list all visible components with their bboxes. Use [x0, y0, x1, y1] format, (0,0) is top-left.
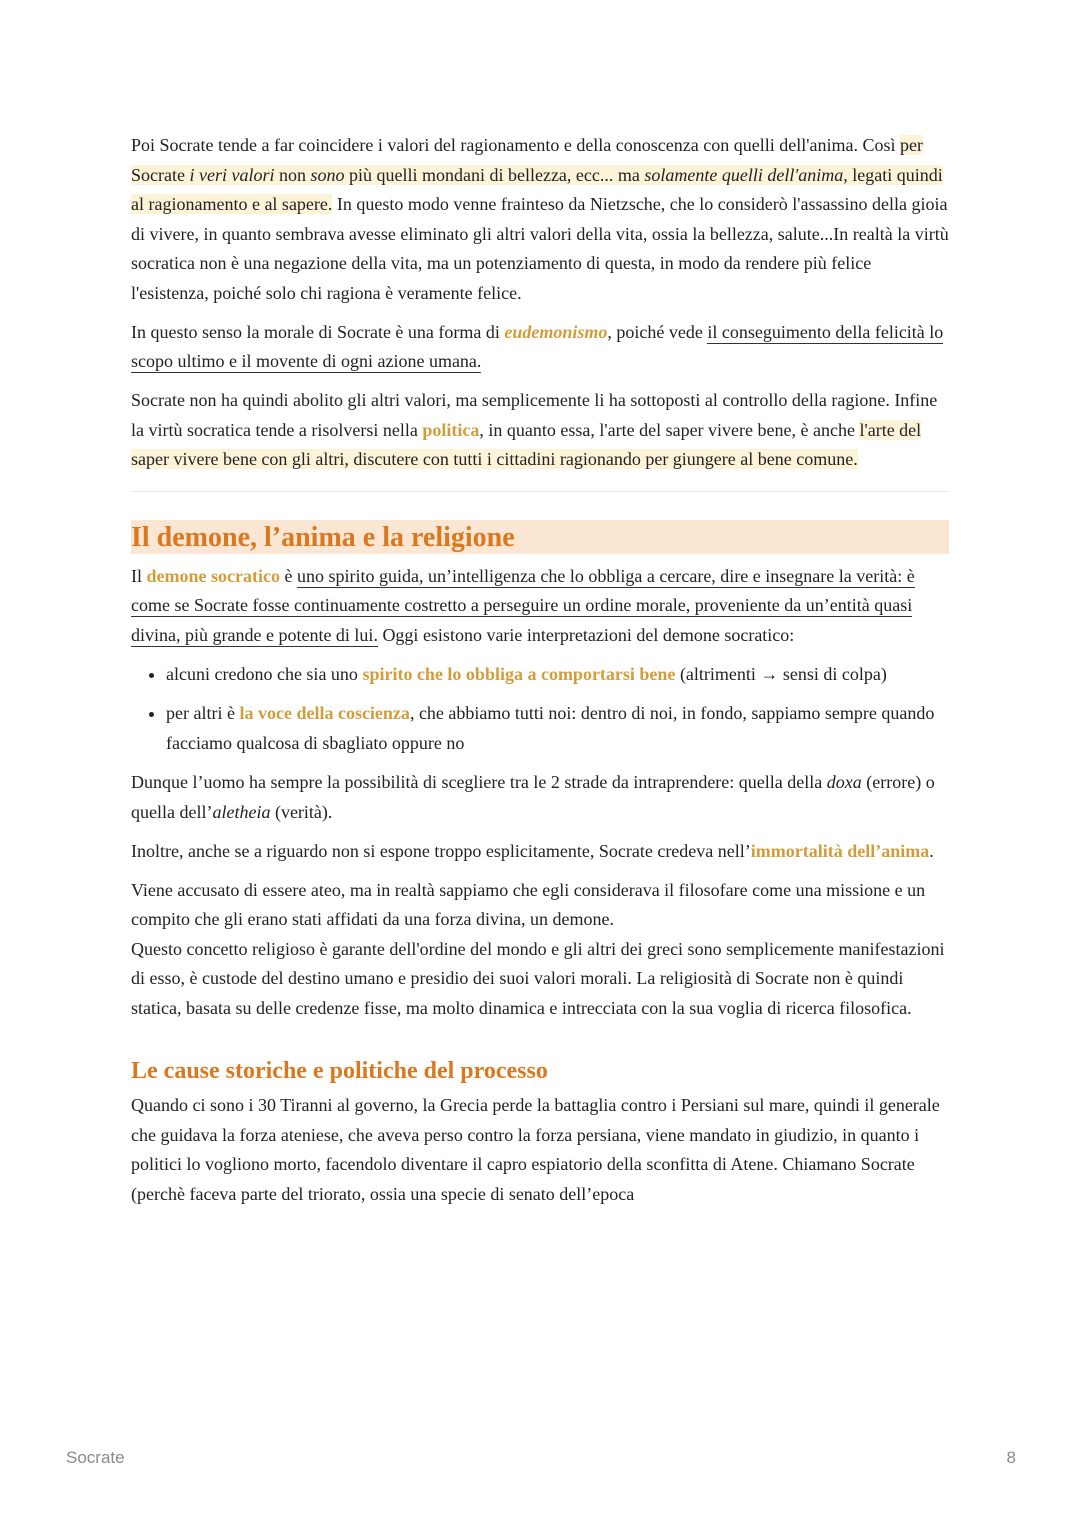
text: per altri è	[166, 703, 240, 723]
text: (verità).	[270, 801, 333, 822]
paragraph-8: Quando ci sono i 30 Tiranni al governo, la Grecia perde la battaglia contro i Persiani sul mare, quindi il generale che guidava la forza ateniese, che aveva perso contro la forza persiana, viene mandato in giudizio, in quanto i politici lo vogliono morto, facendolo diventare il capro espiatorio della sconfitta di Atene. Chiamano Socrate (perchè faceva parte del triorato, ossia una specie di senato dell’epoca	[131, 1095, 940, 1204]
keyword-demone: demone socratico	[146, 565, 280, 586]
text: , legati quindi al ragionamento e al sapere.	[131, 164, 943, 214]
paragraph-3	[131, 386, 949, 475]
keyword: la voce della coscienza	[239, 703, 410, 723]
paragraph-5	[131, 768, 949, 827]
italic-text: doxa	[826, 772, 862, 792]
text: Oggi esistono varie interpretazioni del demone socratico:	[377, 624, 795, 645]
text: , che abbiamo tutti noi: dentro di noi, in fondo, sappiamo sempre quando facciamo qualcosa di sbagliato oppure no	[166, 703, 935, 753]
text: , poiché vede	[607, 321, 708, 342]
text: , in quanto essa, l'arte del saper vivere bene, è anche	[479, 419, 860, 440]
subsection-heading: Le cause storiche e politiche del processo	[131, 1058, 548, 1084]
list-item	[166, 699, 949, 758]
section-heading	[131, 520, 949, 554]
keyword-politica: politica	[422, 419, 480, 440]
text: (errore) o quella dell’	[131, 772, 935, 822]
paragraph-7	[131, 876, 949, 1024]
text: più quelli mondani di bellezza, ecc... ma	[344, 164, 645, 185]
text: Viene accusato di essere ateo, ma in realtà sappiamo che egli considerava il filosofare come una missione e un compito che gli erano stati affidati da una forza divina, un demone.	[131, 879, 926, 929]
underlined-text: uno spirito guida, un’intelligenza che lo obbliga a cercare, dire e insegnare la verità: è come se Socrate fosse continuamente costretto a perseguire un ordine morale, proveniente da un’entità quasi divina, più grande e potente di lui.	[131, 565, 915, 645]
interpretations-list	[131, 660, 949, 759]
footer-title: Socrate	[66, 1448, 125, 1467]
text: .	[929, 840, 934, 861]
italic-text: sono	[310, 164, 345, 185]
text: non	[274, 164, 311, 185]
keyword-immortalita: immortalità dell’anima	[750, 840, 930, 861]
list-item	[166, 660, 949, 690]
keyword: spirito che lo obbliga a comportarsi bene	[362, 663, 676, 684]
paragraph-1	[131, 131, 949, 308]
text: Questo concetto religioso è garante dell'ordine del mondo e gli altri dei greci sono semplicemente manifestazioni di esso, è custode del destino umano e presidio dei suoi valori morali. La religiosità di Socrate non è quindi statica, basata su delle credenze fisse, ma molto dinamica e intrecciata con la sua voglia di ricerca filosofica.	[131, 938, 945, 1018]
text: Dunque l’uomo ha sempre la possibilità di scegliere tra le 2 strade da intraprendere: quella della	[131, 772, 827, 792]
underlined-text: il conseguimento della felicità lo scopo ultimo e il movente di ogni azione umana.	[131, 321, 944, 371]
italic-text: solamente quelli dell'anima	[644, 164, 844, 185]
text: è	[279, 565, 297, 586]
section-divider	[131, 491, 949, 492]
italic-text: i veri valori	[189, 164, 275, 185]
text: (altrimenti → sensi di colpa)	[675, 663, 887, 684]
heading-text: Il demone, l’anima e la religione	[131, 521, 515, 553]
text: alcuni credono che sia uno	[166, 663, 363, 684]
page-number: 8	[1006, 1448, 1016, 1467]
text: Inoltre, anche se a riguardo non si espone troppo esplicitamente, Socrate credeva nell’	[131, 840, 751, 861]
paragraph-6	[131, 837, 949, 867]
paragraph-4	[131, 562, 949, 651]
italic-text: aletheia	[212, 801, 271, 822]
document-body	[131, 131, 949, 1219]
text: Poi Socrate tende a far coincidere i valori del ragionamento e della conoscenza con quelli dell'anima. Così	[131, 135, 900, 155]
text: per Socrate	[131, 135, 923, 185]
text: In questo modo venne frainteso da Nietzsche, che lo considerò l'assassino della gioia di vivere, in quanto sembrava avesse eliminato gli altri valori della vita, ossia la bellezza, salute...In realtà la virtù socratica non è una negazione della vita, ma un potenziamento di questa, in modo da rendere più felice l'esistenza, poiché solo chi ragiona è veramente felice.	[131, 194, 949, 303]
keyword-eudemonismo: eudemonismo	[504, 321, 608, 342]
text: Socrate non ha quindi abolito gli altri valori, ma semplicemente li ha sottoposti al controllo della ragione. Infine la virtù socratica tende a risolversi nella	[131, 390, 938, 440]
highlighted-text: l'arte del saper vivere bene con gli altri, discutere con tutti i cittadini ragionando per giungere al bene comune.	[131, 419, 922, 469]
text: In questo senso la morale di Socrate è una forma di	[131, 321, 505, 342]
paragraph-2	[131, 318, 949, 377]
text: Il	[131, 565, 147, 586]
